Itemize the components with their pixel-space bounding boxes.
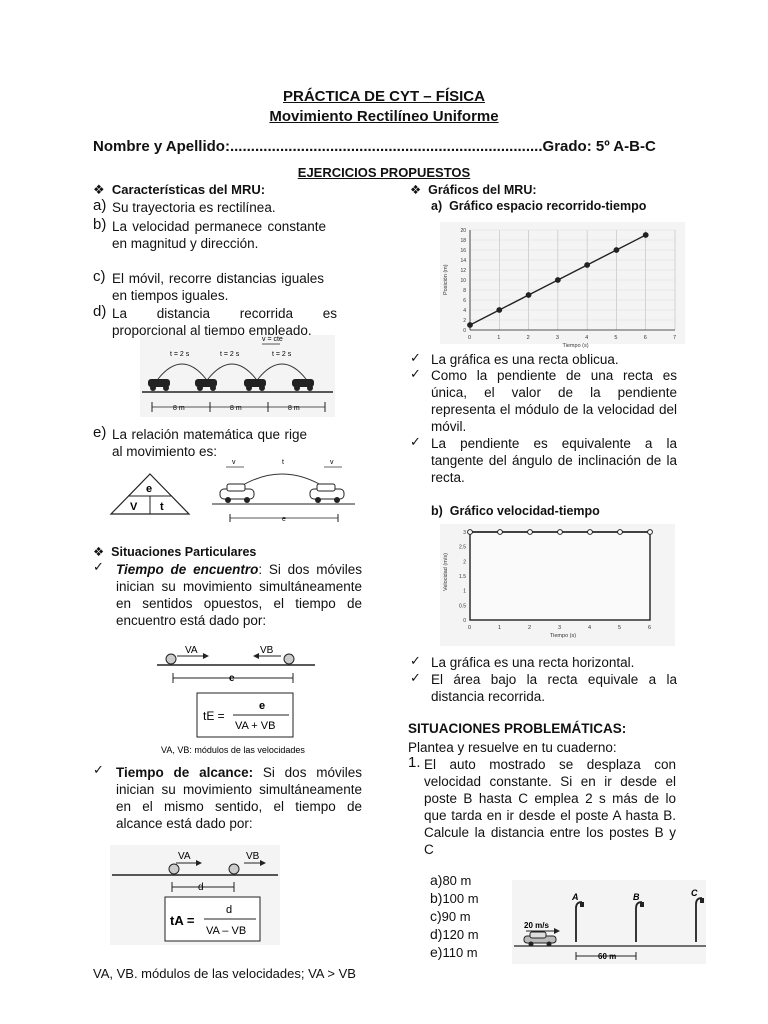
- y-tick-label: 0.5: [459, 603, 466, 610]
- check-icon: ✓: [410, 434, 421, 449]
- y-tick-label: 1: [463, 588, 466, 595]
- data-point: [585, 263, 590, 268]
- formula-lhs: tE =: [203, 709, 225, 723]
- list-letter: d): [93, 303, 107, 320]
- x-axis-label: Tiempo (s): [550, 633, 577, 639]
- mobile-b: [229, 864, 239, 874]
- alcance-figure: [110, 845, 280, 945]
- x-tick-label: 0: [468, 335, 472, 341]
- triangle-v: V: [130, 501, 138, 513]
- problemas-heading: SITUACIONES PROBLEMÁTICAS:: [408, 721, 627, 736]
- alcance-paragraph: Tiempo de alcance: Si dos móviles inician su movimiento simultáneamente en el mismo sentido, el tiempo de alcance está dado por:: [116, 765, 362, 831]
- velocity-footnote: VA, VB. módulos de las velocidades; VA > VB: [93, 966, 356, 981]
- distance-label: 8 m: [288, 405, 300, 412]
- data-point: [588, 530, 593, 535]
- name-grade-line: [93, 138, 656, 155]
- list-letter: b): [93, 216, 107, 233]
- y-tick-label: 2.5: [459, 544, 466, 551]
- list-item: La velocidad permanece constante en magnitud y dirección.: [112, 219, 326, 251]
- list-item: La relación matemática que rige al movimiento es:: [112, 427, 307, 459]
- page-title: PRÁCTICA DE CYT – FÍSICA: [283, 88, 485, 105]
- y-tick-label: 4: [463, 308, 466, 314]
- vb-label: VB: [246, 851, 260, 862]
- grafico-b-heading: b) Gráfico velocidad-tiempo: [431, 504, 600, 518]
- va-label: VA: [178, 851, 191, 862]
- check-item: La gráfica es una recta oblicua.: [431, 352, 619, 367]
- x-tick-label: 1: [498, 625, 502, 631]
- car-icon: [195, 379, 217, 391]
- distance-label: 8 m: [173, 405, 185, 412]
- post-icon: [576, 902, 584, 942]
- situaciones-heading: ❖ Situaciones Particulares: [93, 545, 257, 559]
- encounter-figure: [155, 643, 335, 758]
- encuentro-paragraph: Tiempo de encuentro: Si dos móviles inician su movimiento simultáneamente en sentidos opuestos, el tiempo de encuentro está dado por:: [116, 562, 362, 628]
- time-label: t = 2 s: [272, 351, 292, 358]
- check-item: El área bajo la recta equivale a la distancia recorrida.: [431, 672, 677, 704]
- data-point: [498, 530, 503, 535]
- car-distance-figure: [210, 456, 360, 526]
- y-tick-label: 2: [463, 318, 466, 324]
- car-icon: [148, 379, 170, 391]
- encuentro-label: Tiempo de encuentro: [116, 562, 259, 577]
- time-label: t = 2 s: [170, 351, 190, 358]
- data-point: [648, 530, 653, 535]
- x-tick-label: 5: [614, 335, 618, 341]
- post-label-c: C: [691, 888, 698, 898]
- check-icon: ✓: [93, 762, 104, 777]
- section-heading: EJERCICIOS PROPUESTOS: [297, 165, 471, 180]
- option-item: a)80 m: [430, 872, 472, 888]
- page-subtitle: Movimiento Rectilíneo Uniforme: [269, 108, 499, 125]
- check-icon: ✓: [410, 653, 421, 668]
- diamond-icon: ❖: [410, 183, 422, 197]
- x-tick-label: 3: [558, 625, 562, 631]
- x-tick-label: 1: [497, 335, 501, 341]
- list-letter: e): [93, 424, 107, 441]
- data-point: [643, 233, 648, 238]
- x-tick-label: 6: [643, 335, 647, 341]
- triangle-formula-figure: [108, 472, 192, 516]
- car-icon: [220, 484, 254, 503]
- y-axis-label: Posición (m): [443, 264, 449, 295]
- area-under-line: [470, 532, 650, 620]
- problem-number: 1.: [408, 754, 421, 771]
- check-icon: ✓: [410, 366, 421, 381]
- y-tick-label: 6: [463, 298, 466, 304]
- option-item: c)90 m: [430, 908, 471, 924]
- formula-num: d: [226, 904, 233, 916]
- x-tick-label: 7: [673, 335, 677, 341]
- y-tick-label: 16: [460, 248, 466, 254]
- post-icon: [696, 898, 704, 942]
- data-point: [526, 293, 531, 298]
- answer-options: [430, 872, 479, 962]
- y-tick-label: 12: [460, 268, 466, 274]
- formula-lhs: tA =: [170, 913, 195, 928]
- diamond-icon: ❖: [93, 545, 105, 559]
- check-icon: ✓: [93, 559, 104, 574]
- triangle-t: t: [160, 501, 164, 513]
- distance-label: 60 m: [598, 952, 617, 961]
- distance-label: 8 m: [230, 405, 242, 412]
- data-point: [468, 530, 473, 535]
- x-tick-label: 6: [648, 625, 652, 631]
- post-label-b: B: [633, 892, 640, 902]
- formula-den: VA + VB: [235, 720, 276, 732]
- x-tick-label: 4: [585, 335, 589, 341]
- check-item: Como la pendiente de una recta es única, el valor de la pendiente representa el módulo de la velocidad del móvil.: [431, 368, 677, 434]
- grafico-a-heading: a) Gráfico espacio recorrido-tiempo: [431, 199, 647, 213]
- x-tick-label: 2: [526, 335, 530, 341]
- car-icon: [292, 379, 314, 391]
- y-tick-label: 8: [463, 288, 466, 294]
- mru-heading: ❖ Características del MRU:: [93, 182, 266, 197]
- distance-label: e: [282, 516, 286, 523]
- va-label: VA: [185, 645, 198, 656]
- list-item: Su trayectoria es rectilínea.: [112, 200, 276, 215]
- mobile-a: [169, 864, 179, 874]
- check-item: La pendiente es equivalente a la tangente del ángulo de inclinación de la recta.: [431, 436, 677, 485]
- data-point: [528, 530, 533, 535]
- diamond-icon: ❖: [93, 182, 105, 197]
- time-label: t = 2 s: [220, 351, 240, 358]
- list-letter: c): [93, 268, 106, 285]
- speed-label: 20 m/s: [524, 921, 549, 930]
- name-label: Nombre y Apellido:...........................................................................: [93, 138, 543, 155]
- formula-den: VA – VB: [206, 925, 247, 937]
- car-icon: [244, 379, 266, 391]
- y-tick-label: 2: [463, 559, 466, 566]
- grade-label: Grado: 5º A-B-C: [542, 138, 656, 155]
- problem-1-text: El auto mostrado se desplaza con velocidad constante. Si en ir desde el poste B hasta C emplea 2 s más de lo que tarda en ir desde el poste A hasta B. Calcule la distancia entre los postes B y C: [424, 757, 676, 857]
- time-label: t: [282, 459, 284, 466]
- cars-uniform-motion-figure: [140, 335, 335, 417]
- x-tick-label: 5: [618, 625, 622, 631]
- option-item: b)100 m: [430, 890, 479, 906]
- vb-label: VB: [260, 645, 274, 656]
- y-tick-label: 0: [463, 328, 466, 334]
- option-item: e)110 m: [430, 944, 478, 960]
- post-icon: [636, 902, 644, 942]
- data-point: [468, 323, 473, 328]
- list-item: La distancia recorrida es proporcional al tiempo empleado.: [112, 306, 337, 338]
- y-tick-label: 14: [460, 258, 466, 264]
- y-tick-label: 0: [463, 618, 466, 624]
- post-label-a: A: [572, 892, 579, 902]
- list-letter: a): [93, 197, 107, 214]
- y-tick-label: 1.5: [459, 574, 466, 580]
- posts-figure: [512, 880, 706, 964]
- y-tick-label: 10: [460, 278, 466, 284]
- distance-label: e: [229, 673, 235, 684]
- velocity-label: v: [330, 459, 334, 466]
- y-axis-label: Velocidad (m/s): [443, 553, 449, 591]
- velocity-label: v = cte: [262, 336, 283, 343]
- data-point: [555, 278, 560, 283]
- check-item: La gráfica es una recta horizontal.: [431, 655, 635, 670]
- x-tick-label: 3: [555, 335, 559, 341]
- formula-num: e: [259, 700, 266, 712]
- position-time-chart: [440, 222, 685, 349]
- data-point: [497, 308, 502, 313]
- mobile-a: [166, 654, 176, 664]
- figure-caption: VA, VB: módulos de las velocidades: [161, 745, 305, 755]
- car-icon: [310, 484, 344, 503]
- check-icon: ✓: [410, 670, 421, 685]
- data-point: [614, 248, 619, 253]
- y-tick-label: 20: [460, 228, 466, 234]
- distance-label: d: [198, 882, 204, 893]
- car-icon: [524, 932, 556, 947]
- mobile-b: [284, 654, 294, 664]
- y-tick-label: 3: [463, 530, 466, 536]
- data-point: [618, 530, 623, 535]
- x-tick-label: 0: [468, 625, 472, 631]
- check-icon: ✓: [410, 350, 421, 365]
- x-tick-label: 2: [528, 625, 532, 631]
- x-tick-label: 4: [588, 625, 592, 631]
- data-point: [558, 530, 563, 535]
- y-tick-label: 18: [460, 238, 466, 244]
- problemas-intro: Plantea y resuelve en tu cuaderno:: [408, 740, 617, 755]
- alcance-label: Tiempo de alcance:: [116, 765, 254, 780]
- velocity-time-chart: [440, 524, 675, 646]
- velocity-label: v: [232, 459, 236, 466]
- triangle-e: e: [146, 483, 153, 495]
- option-item: d)120 m: [430, 926, 479, 942]
- x-axis-label: Tiempo (s): [562, 343, 589, 349]
- list-item: El móvil, recorre distancias iguales en tiempos iguales.: [112, 271, 324, 303]
- graficos-heading: ❖ Gráficos del MRU:: [410, 183, 537, 197]
